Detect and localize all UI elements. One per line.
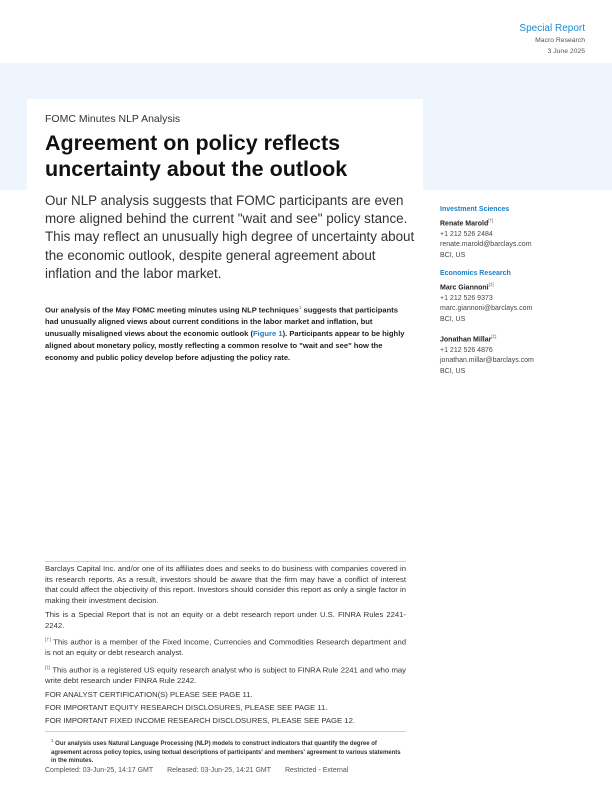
completed-time: Completed: 03-Jun-25, 14:17 GMT	[45, 767, 154, 774]
contact-name	[440, 332, 590, 346]
affiliates-disclosure: Barclays Capital Inc. and/or one of its affiliates does and seeks to do business with companies covered in its research reports. As a result, investors should be aware that the firm may have a conflict of interest that could affect the objectivity of this report. Investors should consider this report as only a single factor in making their investment decision.	[45, 564, 406, 605]
report-header	[519, 22, 585, 57]
report-type: Special Report	[519, 23, 585, 34]
contact-name	[440, 280, 590, 294]
author-mark: [‡]	[45, 664, 51, 670]
department-label: Economics Research	[440, 270, 511, 278]
contact-group-economics-research	[440, 269, 590, 377]
contact-name-text: Marc Giannoni	[440, 284, 489, 292]
disclosures-block	[45, 561, 406, 729]
contact-email[interactable]: jonathan.millar@barclays.com	[440, 357, 534, 365]
fixed-income-disclosures-note: FOR IMPORTANT FIXED INCOME RESEARCH DISCLOSURES, PLEASE SEE PAGE 12.	[45, 716, 355, 726]
contact-phone[interactable]: +1 212 526 4876	[440, 346, 493, 354]
footnote-mark: 1	[51, 738, 54, 743]
footnote	[45, 731, 406, 766]
author-note-1	[45, 635, 406, 659]
lede-paragraph: Our NLP analysis suggests that FOMC participants are even more aligned behind the current "wait and see" policy stance. This may reflect an unusually high degree of uncertainty about the economic outlook, despite general agreement about inflation and the labor market.	[45, 193, 415, 281]
contact-entity: BCI, US	[440, 316, 466, 323]
contact-name-text: Renate Marold	[440, 219, 489, 227]
contacts-sidebar	[440, 205, 590, 377]
contact-name	[440, 216, 590, 230]
footnote-text: Our analysis uses Natural Language Processing (NLP) models to construct indicators that quantify the degree of agreement across policy topics, using textual descriptions of participants' and members' agreement to various statements in the minutes.	[51, 741, 401, 765]
special-report-disclosure: This is a Special Report that is not an equity or a debt research report under U.S. FINRA Rules 2241-2242.	[45, 610, 406, 630]
report-date: 3 June 2025	[547, 48, 585, 55]
contact-mark: [‡]	[488, 281, 494, 287]
contact-email[interactable]: renate.marold@barclays.com	[440, 241, 532, 249]
page-title: Agreement on policy reflects uncertainty about the outlook	[45, 131, 348, 181]
contact-entity: BCI, US	[440, 367, 466, 375]
contact-group-investment-sciences	[440, 205, 590, 261]
contact-mark: [†]	[488, 217, 494, 223]
classification-label: Restricted - External	[284, 767, 349, 774]
summary-text-2: suggests that participants had unusually aligned views about current conditions in the labor market and inflation, but unusually misaligned views about the economic outlook (	[45, 305, 399, 339]
summary-text-1: Our analysis of the May FOMC meeting minutes using NLP techniques	[45, 305, 299, 315]
released-time: Released: 03-Jun-25, 14:21 GMT	[167, 767, 272, 774]
kicker: FOMC Minutes NLP Analysis	[45, 113, 181, 125]
contact-entity: BCI, US	[440, 251, 466, 259]
publisher: Macro Research	[535, 37, 585, 44]
contact-email[interactable]: marc.giannoni@barclays.com	[440, 305, 533, 313]
contact-mark: [‡]	[491, 333, 497, 339]
footnote-ref[interactable]: 1	[298, 305, 302, 310]
summary-paragraph	[45, 302, 409, 364]
contact-name-text: Jonathan Millar	[440, 335, 492, 343]
author-mark: [†]	[45, 637, 51, 642]
department-label: Investment Sciences	[440, 206, 510, 213]
figure-1-link[interactable]: Figure 1	[253, 329, 283, 339]
author-note-text: This author is a registered US equity research analyst who is subject to FINRA Rule 2241 and who may write debt research under FINRA Rule 2242.	[45, 665, 406, 685]
summary-text-3: ). Participants appear to be highly aligned about monetary policy, mostly reflecting a common resolve to "wait and see" how the economy and public policy develop before adjusting the policy rate.	[45, 329, 405, 362]
analyst-certification-note: FOR ANALYST CERTIFICATION(S) PLEASE SEE PAGE 11.	[45, 690, 253, 700]
contact-phone[interactable]: +1 212 526 2484	[440, 230, 493, 238]
author-note-text: This author is a member of the Fixed Income, Currencies and Commodities Research department and is not an equity or debt research analyst.	[45, 637, 406, 658]
contact-phone[interactable]: +1 212 526 9373	[440, 294, 493, 302]
completion-line	[45, 767, 360, 774]
author-note-2	[45, 663, 406, 687]
equity-disclosures-note: FOR IMPORTANT EQUITY RESEARCH DISCLOSURES, PLEASE SEE PAGE 11.	[45, 703, 328, 713]
